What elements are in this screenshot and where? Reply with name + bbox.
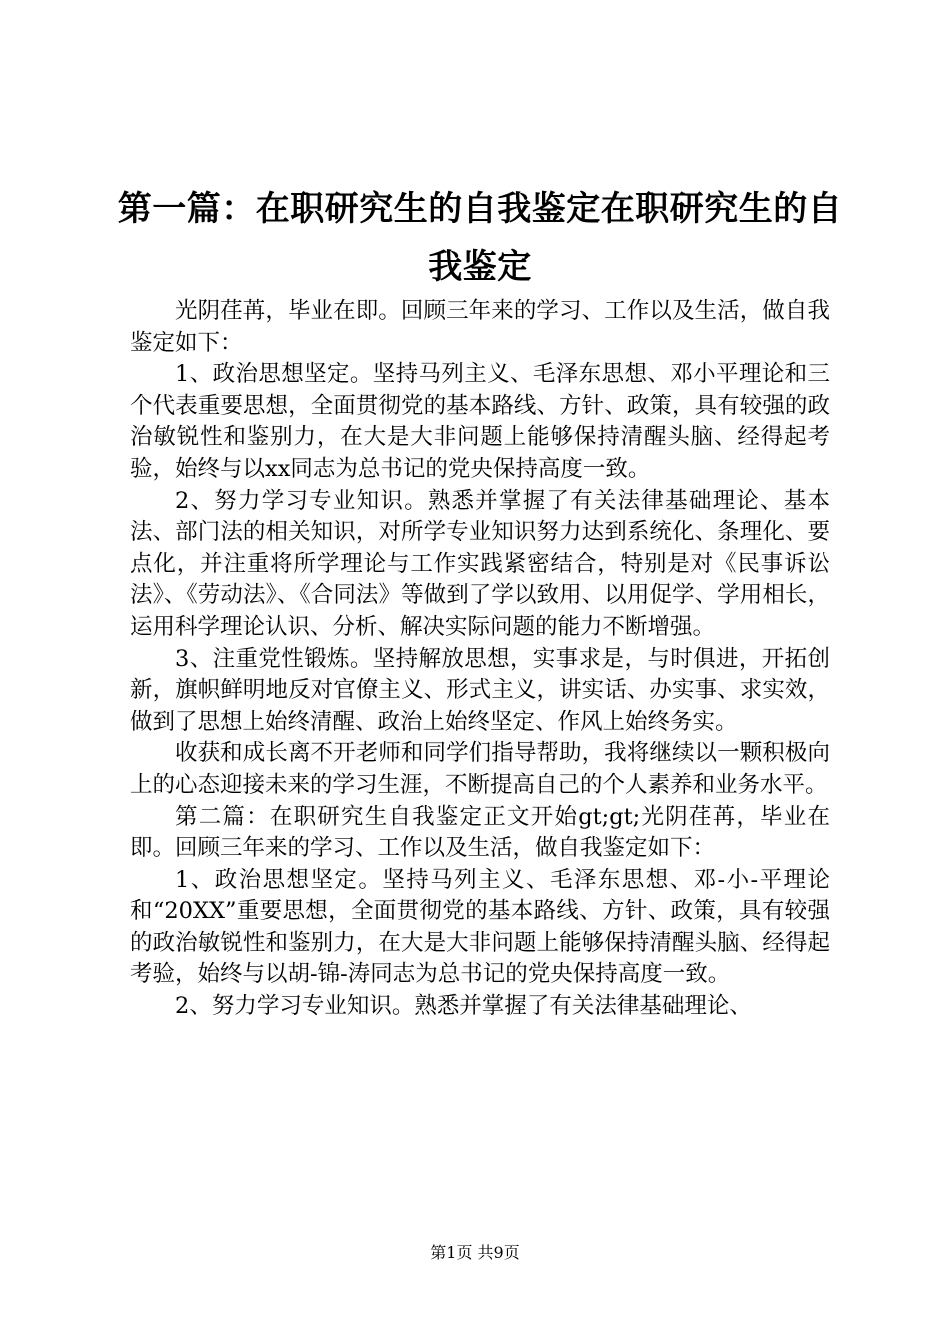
paragraph-intro: 光阴荏苒，毕业在即。回顾三年来的学习、工作以及生活，做自我鉴定如下：	[130, 298, 830, 356]
paragraph-item-1: 1、政治思想坚定。坚持马列主义、毛泽东思想、邓小平理论和三个代表重要思想，全面贯彻党的基本路线、方针、政策，具有较强的政治敏锐性和鉴别力，在大是大非问题上能够保持清醒头脑、经得起考验，始终与以xx同志为总书记的党央保持高度一致。	[130, 361, 830, 482]
page-number: 第1页	[430, 1243, 473, 1262]
paragraph-second-item-2: 2、努力学习专业知识。熟悉并掌握了有关法律基础理论、	[175, 993, 752, 1020]
paragraph-second-article-intro: 第二篇：在职研究生自我鉴定正文开始gt;gt;光阴荏苒，毕业在即。回顾三年来的学习、工作以及生活，做自我鉴定如下：	[130, 803, 830, 862]
paragraph-item-2: 2、努力学习专业知识。熟悉并掌握了有关法律基础理论、基本法、部门法的相关知识，对所学专业知识努力达到系统化、条理化、要点化，并注重将所学理论与工作实践紧密结合，特别是对《民事诉讼法》、《劳动法》、《合同法》等做到了学以致用、以用促学、学用相长，运用科学理论认识、分析、解决实际问题的能力不断增强。	[130, 487, 830, 640]
document-body	[130, 296, 830, 1023]
paragraph-second-item-1: 1、政治思想坚定。坚持马列主义、毛泽东思想、邓-小-平理论和“20XX”重要思想，全面贯彻党的基本路线、方针、政策，具有较强的政治敏锐性和鉴别力，在大是大非问题上能够保持清醒头脑、经得起考验，始终与以胡-锦-涛同志为总书记的党央保持高度一致。	[130, 866, 830, 988]
page-footer	[0, 1243, 950, 1263]
paragraph-conclusion: 收获和成长离不开老师和同学们指导帮助，我将继续以一颗积极向上的心态迎接未来的学习生涯，不断提高自己的个人素养和业务水平。	[130, 740, 830, 798]
paragraph-item-3: 3、注重党性锻炼。坚持解放思想，实事求是，与时俱进，开拓创新，旗帜鲜明地反对官僚主义、形式主义，讲实话、办实事、求实效，做到了思想上始终清醒、政治上始终坚定、作风上始终务实。	[130, 645, 830, 735]
document-title: 第一篇：在职研究生的自我鉴定在职研究生的自我鉴定	[117, 189, 843, 287]
page-total: 共9页	[477, 1243, 520, 1262]
